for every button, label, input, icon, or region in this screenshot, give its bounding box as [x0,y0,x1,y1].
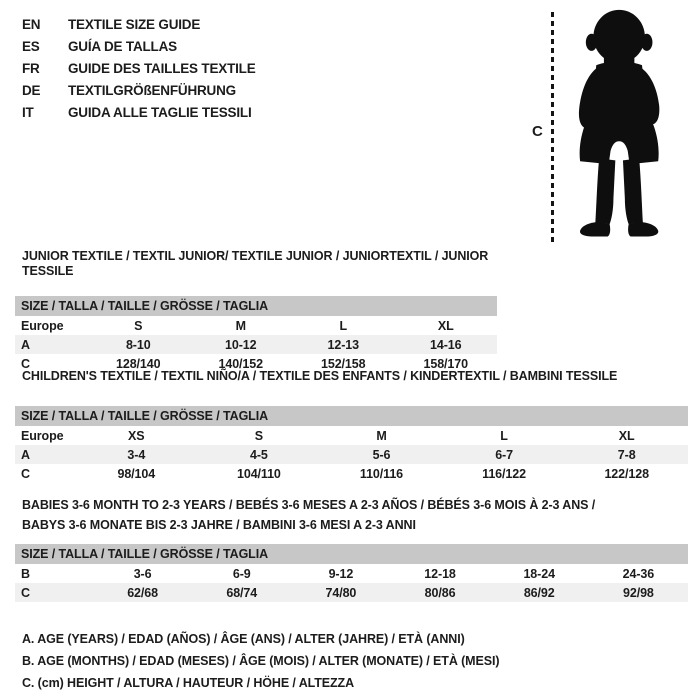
table-row [15,445,688,464]
months-cell: 3-6 [133,566,152,581]
row-label: Europe [21,428,64,443]
babies-section-title-line2: BABYS 3-6 MONATE BIS 2-3 JAHRE / BAMBINI 3-6 MESI A 2-3 ANNI [22,518,416,532]
age-cell: 14-16 [430,337,462,352]
language-row-en [22,13,256,35]
age-cell: 12-13 [327,337,359,352]
age-cell: 7-8 [617,447,636,462]
language-row-fr [22,57,256,79]
language-label: TEXTILGRÖßENFÜHRUNG [68,82,236,98]
language-label: GUÍA DE TALLAS [68,38,177,54]
height-cell: 140/152 [218,356,263,371]
table-row [15,335,497,354]
language-code: DE [22,82,41,98]
row-label: A [21,447,30,462]
size-cell: XS [128,428,145,443]
size-cell: L [339,318,348,333]
size-cell: XL [618,428,635,443]
height-cell: 98/104 [117,466,156,481]
row-label: B [21,566,30,581]
size-cell: M [376,428,387,443]
height-cell: 116/122 [482,466,526,481]
toddler-silhouette-svg [560,8,684,246]
age-cell: 8-10 [125,337,151,352]
months-cell: 9-12 [328,566,354,581]
table-row [15,583,688,602]
language-code: FR [22,60,40,76]
age-cell: 4-5 [250,447,268,462]
childrens-size-header-bar: SIZE / TALLA / TAILLE / GRÖSSE / TAGLIA [15,406,688,426]
footnote-a: A. AGE (YEARS) / EDAD (AÑOS) / ÂGE (ANS) / ALTER (JAHRE) / ETÀ (ANNI) [22,632,465,646]
size-cell: S [134,318,143,333]
height-cell: 122/128 [604,466,649,481]
babies-textile-section [15,495,688,602]
months-cell: 24-36 [622,566,655,581]
height-cell: 128/140 [116,356,161,371]
height-cell: 68/74 [226,585,258,600]
row-label: C [21,356,30,371]
size-cell: XL [437,318,454,333]
height-cell: 74/80 [325,585,357,600]
table-row [15,316,497,335]
height-cell: 92/98 [623,585,654,600]
language-label: GUIDE DES TAILLES TEXTILE [68,60,256,76]
childrens-textile-section [15,369,688,483]
language-list [22,13,256,123]
height-cell: 80/86 [424,585,456,600]
junior-textile-section [15,249,497,373]
age-cell: 6-7 [495,447,513,462]
language-code: IT [22,104,34,120]
language-code: ES [22,38,40,54]
table-row [15,426,688,445]
row-label: Europe [21,318,64,333]
months-cell: 18-24 [523,566,555,581]
height-cell: 104/110 [236,466,281,481]
junior-size-table [15,316,497,373]
size-cell: S [254,428,264,443]
language-label: TEXTILE SIZE GUIDE [68,16,201,32]
toddler-silhouette-icon [560,8,684,246]
junior-size-header-bar: SIZE / TALLA / TAILLE / GRÖSSE / TAGLIA [15,296,497,316]
language-row-it [22,101,256,123]
legend-footnotes [22,628,499,694]
childrens-section-title: CHILDREN'S TEXTILE / TEXTIL NIÑO/A / TEXTILE DES ENFANTS / KINDERTEXTIL / BAMBINI TESSILE [22,369,618,383]
months-cell: 6-9 [232,566,251,581]
row-label: C [21,466,30,481]
babies-size-table [15,564,688,602]
footnote-c: C. (cm) HEIGHT / ALTURA / HAUTEUR / HÖHE / ALTEZZA [22,676,355,690]
row-label: C [21,585,30,600]
height-measure-dashed-line [551,12,554,246]
size-cell: L [500,428,508,443]
language-code: EN [22,16,41,32]
babies-size-header-bar: SIZE / TALLA / TAILLE / GRÖSSE / TAGLIA [15,544,688,564]
height-cell: 152/158 [321,356,366,371]
footnote-b: B. AGE (MONTHS) / EDAD (MESES) / ÂGE (MOIS) / ALTER (MONATE) / ETÀ (MESI) [22,654,500,668]
age-cell: 3-4 [127,447,146,462]
height-cell: 110/116 [359,466,404,481]
language-row-de [22,79,256,101]
row-label: A [21,337,30,352]
months-cell: 12-18 [424,566,456,581]
junior-section-title: JUNIOR TEXTILE / TEXTIL JUNIOR/ TEXTILE JUNIOR / JUNIORTEXTIL / JUNIOR TESSILE [22,249,489,278]
height-cell: 62/68 [127,585,158,600]
height-measure-label: C [532,123,543,140]
language-row-es [22,35,256,57]
age-cell: 10-12 [225,337,257,352]
table-row [15,564,688,583]
size-cell: M [235,318,246,333]
language-label: GUIDA ALLE TAGLIE TESSILI [68,104,252,120]
babies-section-title-line1: BABIES 3-6 MONTH TO 2-3 YEARS / BEBÉS 3-6 MESES A 2-3 AÑOS / BÉBÉS 3-6 MOIS À 2-3 ANS / [22,498,596,512]
table-row [15,464,688,483]
childrens-size-table [15,426,688,483]
height-cell: 158/170 [423,356,468,371]
height-cell: 86/92 [523,585,555,600]
age-cell: 5-6 [372,447,391,462]
